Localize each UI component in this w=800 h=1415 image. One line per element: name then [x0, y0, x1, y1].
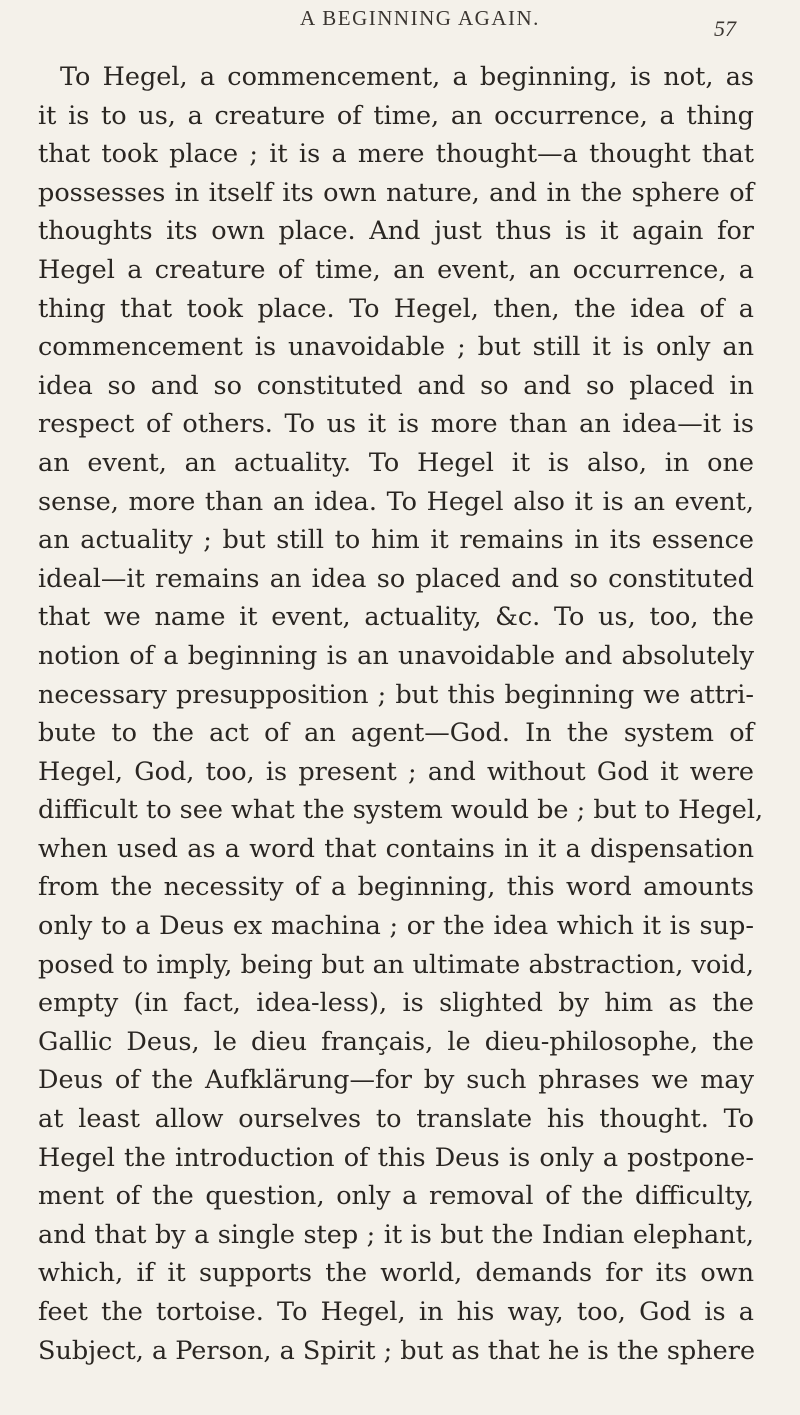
- text-line: possesses in itself its own nature, and in the sphere of: [38, 177, 754, 208]
- text-line: posed to imply, being but an ultimate abstraction, void,: [38, 949, 754, 980]
- page-number: 57: [714, 16, 736, 41]
- text-line: thoughts its own place. And just thus is it again for: [38, 216, 754, 247]
- text-line: Deus of the Aufklärung—for by such phrases we may: [38, 1065, 754, 1096]
- text-line: ideal—it remains an idea so placed and so constituted: [38, 563, 754, 594]
- text-line: difficult to see what the system would be ; but to Hegel,: [38, 795, 764, 826]
- running-head: [0, 6, 800, 42]
- text-line: sense, more than an idea. To Hegel also it is an event,: [38, 486, 754, 517]
- text-line: thing that took place. To Hegel, then, the idea of a: [38, 293, 754, 324]
- text-line: ment of the question, only a removal of the difficulty,: [38, 1181, 754, 1212]
- text-line: idea so and so constituted and so and so placed in: [38, 370, 754, 401]
- text-line: respect of others. To us it is more than an idea—it is: [38, 409, 754, 440]
- text-line: To Hegel, a commencement, a beginning, is not, as: [60, 62, 754, 92]
- text-line: and that by a single step ; it is but the Indian elephant,: [38, 1219, 754, 1250]
- text-line: it is to us, a creature of time, an occurrence, a thing: [38, 100, 754, 131]
- text-line: commencement is unavoidable ; but still it is only an: [38, 332, 754, 363]
- text-line: an event, an actuality. To Hegel it is also, in one: [38, 447, 754, 478]
- text-line: only to a Deus ex machina ; or the idea which it is sup-: [38, 911, 754, 942]
- body-paragraph: [38, 58, 764, 1370]
- text-line: Subject, a Person, a Spirit ; but as that he is the sphere: [38, 1335, 756, 1366]
- text-line: an actuality ; but still to him it remains in its essence: [38, 525, 754, 556]
- text-line: which, if it supports the world, demands for its own: [38, 1258, 754, 1289]
- text-line: Hegel a creature of time, an event, an occurrence, a: [38, 254, 754, 285]
- text-line: empty (in fact, idea-less), is slighted by him as the: [38, 988, 754, 1019]
- text-line: feet the tortoise. To Hegel, in his way, too, God is a: [38, 1297, 754, 1327]
- text-line: when used as a word that contains in it a dispensation: [38, 833, 754, 864]
- text-line: notion of a beginning is an unavoidable and absolutely: [38, 640, 754, 671]
- text-line: that we name it event, actuality, &c. To us, too, the: [38, 602, 754, 633]
- text-line: Hegel, God, too, is present ; and without God it were: [38, 756, 754, 787]
- text-line: from the necessity of a beginning, this word amounts: [38, 872, 754, 903]
- text-line: at least allow ourselves to translate his thought. To: [38, 1104, 754, 1135]
- text-line: Hegel the introduction of this Deus is only a postpone-: [38, 1142, 754, 1173]
- text-line: that took place ; it is a mere thought—a thought that: [38, 139, 754, 170]
- running-head-title: A BEGINNING AGAIN.: [300, 6, 540, 30]
- text-line: bute to the act of an agent—God. In the system of: [38, 718, 754, 749]
- text-line: necessary presupposition ; but this beginning we attri-: [38, 679, 754, 710]
- text-line: Gallic Deus, le dieu français, le dieu-philosophe, the: [38, 1026, 754, 1057]
